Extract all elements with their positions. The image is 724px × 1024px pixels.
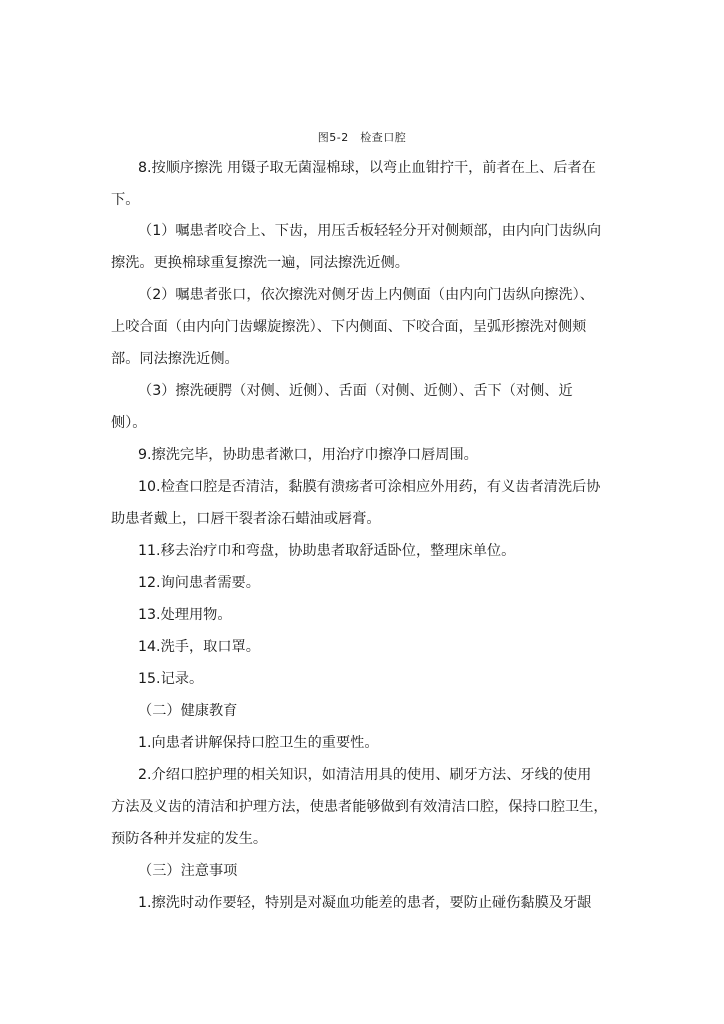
section-heading: （二）健康教育	[138, 703, 238, 719]
text-line: 1.向患者讲解保持口腔卫生的重要性。	[138, 735, 379, 751]
text-line: 15.记录。	[138, 671, 204, 687]
text-line: （1）嘱患者咬合上、下齿，用压舌板轻轻分开对侧颊部，由内向门齿纵向	[138, 223, 602, 239]
text-line: 8.按顺序擦洗 用镊子取无菌湿棉球，以弯止血钳拧干，前者在上、后者在	[138, 160, 596, 176]
text-line: 1.擦洗时动作要轻，特别是对凝血功能差的患者，要防止碰伤黏膜及牙龈	[138, 895, 592, 911]
text-line: 13.处理用物。	[138, 607, 232, 623]
text-line: 预防各种并发症的发生。	[111, 831, 268, 847]
text-line: 12.询问患者需要。	[138, 575, 260, 591]
text-line: 11.移去治疗巾和弯盘，协助患者取舒适卧位，整理床单位。	[138, 543, 516, 559]
text-line: 侧）。	[111, 415, 147, 431]
text-line: 方法及义齿的清洁和护理方法，使患者能够做到有效清洁口腔，保持口腔卫生，	[111, 799, 608, 815]
section-heading: （三）注意事项	[138, 863, 238, 879]
text-line: 2.介绍口腔护理的相关知识，如清洁用具的使用、刷牙方法、牙线的使用	[138, 767, 592, 783]
text-line: 擦洗。更换棉球重复擦洗一遍，同法擦洗近侧。	[111, 255, 409, 271]
text-line: 10.检查口腔是否清洁，黏膜有溃疡者可涂相应外用药，有义齿者清洗后协	[138, 479, 601, 495]
text-line: 9.擦洗完毕，协助患者漱口，用治疗巾擦净口唇周围。	[138, 447, 478, 463]
text-line: 部。同法擦洗近侧。	[111, 351, 239, 367]
text-line: （3）擦洗硬腭（对侧、近侧）、舌面（对侧、近侧）、舌下（对侧、近	[138, 383, 573, 399]
text-line: 助患者戴上，口唇干裂者涂石蜡油或唇膏。	[111, 511, 381, 527]
text-line: （2）嘱患者张口，依次擦洗对侧牙齿上内侧面（由内向门齿纵向擦洗）、	[138, 287, 594, 303]
text-line: 上咬合面（由内向门齿螺旋擦洗）、下内侧面、下咬合面，呈弧形擦洗对侧颊	[111, 319, 587, 335]
text-line: 14.洗手，取口罩。	[138, 639, 260, 655]
figure-caption: 图5-2 检查口腔	[317, 131, 407, 144]
text-line: 下。	[111, 192, 140, 208]
